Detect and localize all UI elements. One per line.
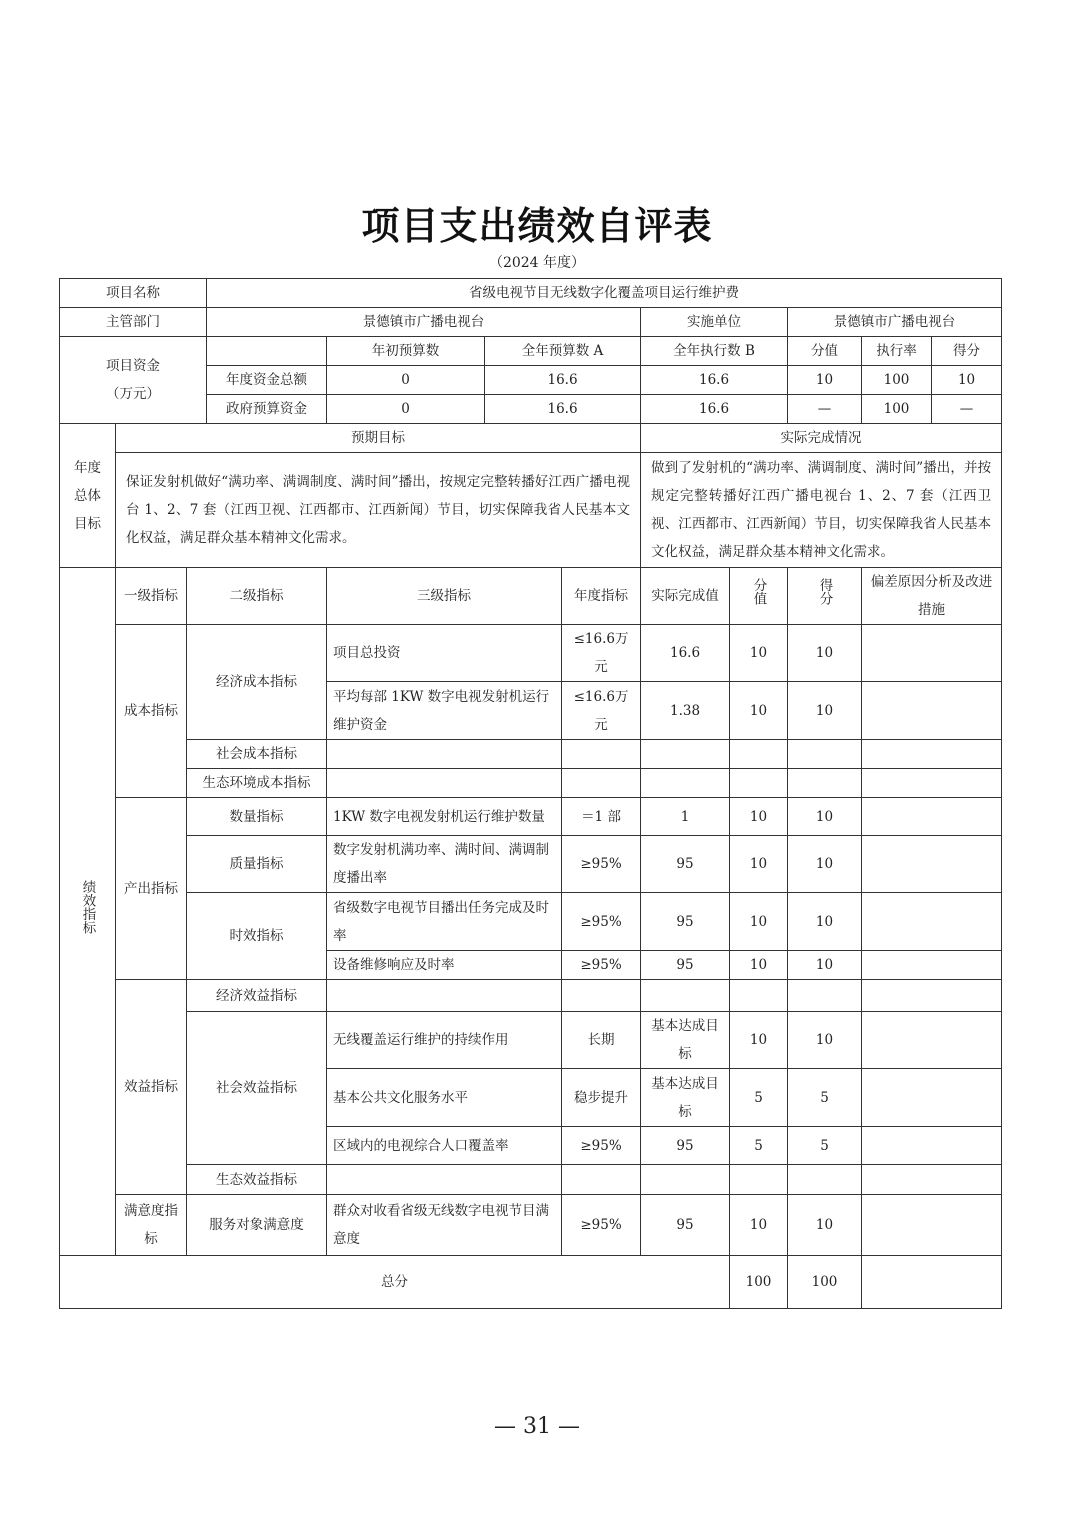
target-header: 年度指标	[562, 568, 641, 625]
l3-cell: 基本公共文化服务水平	[327, 1069, 562, 1127]
sub-social-cost: 社会成本指标	[187, 740, 327, 769]
funds-cell: 0	[327, 395, 485, 424]
expected-goal-header: 预期目标	[116, 424, 641, 453]
got-cell: 10	[788, 798, 862, 836]
reason-cell	[862, 1127, 1002, 1165]
actual-cell: 95	[641, 893, 730, 951]
sub-quality: 质量指标	[187, 836, 327, 893]
funds-row-name: 政府预算资金	[207, 395, 327, 424]
l3-cell: 无线覆盖运行维护的持续作用	[327, 1012, 562, 1069]
total-score: 100	[730, 1256, 788, 1309]
score-cell: 10	[730, 951, 788, 980]
sub-timeliness: 时效指标	[187, 893, 327, 980]
reason-cell	[862, 682, 1002, 740]
got-cell: 10	[788, 951, 862, 980]
reason-cell	[862, 893, 1002, 951]
target-cell: ≥95%	[562, 893, 641, 951]
group-output: 产出指标	[116, 798, 187, 980]
actual-cell: 95	[641, 1195, 730, 1256]
sub-quantity: 数量指标	[187, 798, 327, 836]
goals-label: 年度 总体 目标	[60, 424, 116, 568]
score-cell: 5	[730, 1127, 788, 1165]
table-row	[60, 625, 1002, 682]
funds-header: 年初预算数	[327, 337, 485, 366]
funds-cell: 16.6	[485, 366, 641, 395]
score-cell: 10	[730, 893, 788, 951]
got-cell: 10	[788, 1195, 862, 1256]
target-cell: 长期	[562, 1012, 641, 1069]
l3-cell: 群众对收看省级无线数字电视节目满意度	[327, 1195, 562, 1256]
unit-value: 景德镇市广播电视台	[788, 308, 1002, 337]
reason-cell	[862, 625, 1002, 682]
funds-cell: 100	[862, 395, 932, 424]
score-header: 分值	[730, 568, 788, 625]
funds-cell: 16.6	[641, 366, 788, 395]
target-cell: ≥95%	[562, 836, 641, 893]
self-evaluation-table	[59, 278, 1002, 1309]
got-cell: 10	[788, 893, 862, 951]
dept-value: 景德镇市广播电视台	[207, 308, 641, 337]
sub-social-benefit: 社会效益指标	[187, 1012, 327, 1165]
table-row	[60, 740, 1002, 769]
total-got: 100	[788, 1256, 862, 1309]
table-row	[60, 798, 1002, 836]
funds-cell: —	[788, 395, 862, 424]
target-cell: ≥95%	[562, 1195, 641, 1256]
target-cell: ＝1 部	[562, 798, 641, 836]
table-row	[60, 1195, 1002, 1256]
score-cell: 10	[730, 836, 788, 893]
sub-eco-benefit: 生态效益指标	[187, 1165, 327, 1195]
funds-cell: 0	[327, 366, 485, 395]
total-label: 总分	[60, 1256, 730, 1309]
year-label: （2024 年度）	[488, 255, 586, 271]
funds-header: 执行率	[862, 337, 932, 366]
actual-cell: 95	[641, 951, 730, 980]
l2-header: 二级指标	[187, 568, 327, 625]
funds-cell: 10	[788, 366, 862, 395]
blank-cell	[207, 337, 327, 366]
l3-header: 三级指标	[327, 568, 562, 625]
target-cell: ≥95%	[562, 951, 641, 980]
reason-cell	[862, 1069, 1002, 1127]
l3-cell: 区域内的电视综合人口覆盖率	[327, 1127, 562, 1165]
target-cell: ≤16.6万元	[562, 625, 641, 682]
perf-header-row	[60, 568, 1002, 625]
goals-header-row	[60, 424, 1002, 453]
l1-header: 一级指标	[116, 568, 187, 625]
table-row	[60, 980, 1002, 1012]
unit-label: 实施单位	[641, 308, 788, 337]
got-cell: 10	[788, 1012, 862, 1069]
page-number: — 31 —	[494, 1414, 580, 1439]
expected-goal-text: 保证发射机做好“满功率、满调制度、满时间”播出，按规定完整转播好江西广播电视台 1、2、7 套（江西卫视、江西都市、江西新闻）节目，切实保障我省人民基本文化权益，满足群众基本精神文化需求。	[116, 453, 641, 568]
l3-cell: 项目总投资	[327, 625, 562, 682]
got-cell: 5	[788, 1069, 862, 1127]
reason-header: 偏差原因分析及改进措施	[862, 568, 1002, 625]
project-name-value: 省级电视节目无线数字化覆盖项目运行维护费	[207, 279, 1002, 308]
score-cell: 10	[730, 798, 788, 836]
project-name-label: 项目名称	[60, 279, 207, 308]
funds-label: 项目资金 （万元）	[60, 337, 207, 424]
got-cell: 10	[788, 625, 862, 682]
score-cell: 10	[730, 1195, 788, 1256]
score-cell: 10	[730, 1012, 788, 1069]
l3-cell: 省级数字电视节目播出任务完成及时率	[327, 893, 562, 951]
actual-cell: 基本达成目标	[641, 1069, 730, 1127]
actual-cell: 95	[641, 836, 730, 893]
l3-cell: 设备维修响应及时率	[327, 951, 562, 980]
total-reason	[862, 1256, 1002, 1309]
target-cell: ≤16.6万元	[562, 682, 641, 740]
funds-header: 全年执行数 B	[641, 337, 788, 366]
actual-goal-text: 做到了发射机的“满功率、满调制度、满时间”播出，并按规定完整转播好江西广播电视台 1、2、7 套（江西卫视、江西都市、江西新闻）节目，切实保障我省人民基本文化权益，满足群众基本精神文化需求。	[641, 453, 1002, 568]
table-row	[60, 1012, 1002, 1069]
funds-cell: 16.6	[641, 395, 788, 424]
target-cell: ≥95%	[562, 1127, 641, 1165]
table-row	[60, 1165, 1002, 1195]
l3-cell: 1KW 数字电视发射机运行维护数量	[327, 798, 562, 836]
reason-cell	[862, 836, 1002, 893]
funds-header: 全年预算数 A	[485, 337, 641, 366]
sub-eco-cost: 生态环境成本指标	[187, 769, 327, 798]
score-cell: 5	[730, 1069, 788, 1127]
sub-econ-cost: 经济成本指标	[187, 625, 327, 740]
funds-row-name: 年度资金总额	[207, 366, 327, 395]
actual-cell: 1	[641, 798, 730, 836]
l3-cell: 平均每部 1KW 数字电视发射机运行维护资金	[327, 682, 562, 740]
actual-goal-header: 实际完成情况	[641, 424, 1002, 453]
total-row	[60, 1256, 1002, 1309]
group-benefit: 效益指标	[116, 980, 187, 1195]
reason-cell	[862, 798, 1002, 836]
group-cost: 成本指标	[116, 625, 187, 798]
project-name-row	[60, 279, 1002, 308]
reason-cell	[862, 1012, 1002, 1069]
reason-cell	[862, 951, 1002, 980]
funds-cell: 10	[932, 366, 1002, 395]
page-title: 项目支出绩效自评表	[361, 203, 713, 248]
funds-cell: 100	[862, 366, 932, 395]
sub-econ-benefit: 经济效益指标	[187, 980, 327, 1012]
got-cell: 5	[788, 1127, 862, 1165]
got-header: 得分	[788, 568, 862, 625]
score-cell: 10	[730, 625, 788, 682]
funds-header: 得分	[932, 337, 1002, 366]
funds-header-row	[60, 337, 1002, 366]
actual-header: 实际完成值	[641, 568, 730, 625]
got-cell: 10	[788, 836, 862, 893]
score-cell: 10	[730, 682, 788, 740]
perf-label: 绩效指标	[60, 568, 116, 1256]
funds-cell: —	[932, 395, 1002, 424]
actual-cell: 16.6	[641, 625, 730, 682]
department-row	[60, 308, 1002, 337]
table-row	[60, 893, 1002, 951]
got-cell: 10	[788, 682, 862, 740]
reason-cell	[862, 1195, 1002, 1256]
actual-cell: 1.38	[641, 682, 730, 740]
table-row	[60, 769, 1002, 798]
sub-service: 服务对象满意度	[187, 1195, 327, 1256]
l3-cell: 数字发射机满功率、满时间、满调制度播出率	[327, 836, 562, 893]
dept-label: 主管部门	[60, 308, 207, 337]
actual-cell: 95	[641, 1127, 730, 1165]
funds-header: 分值	[788, 337, 862, 366]
funds-cell: 16.6	[485, 395, 641, 424]
goals-row	[60, 453, 1002, 568]
actual-cell: 基本达成目标	[641, 1012, 730, 1069]
table-row	[60, 836, 1002, 893]
group-satisfaction: 满意度指标	[116, 1195, 187, 1256]
target-cell: 稳步提升	[562, 1069, 641, 1127]
